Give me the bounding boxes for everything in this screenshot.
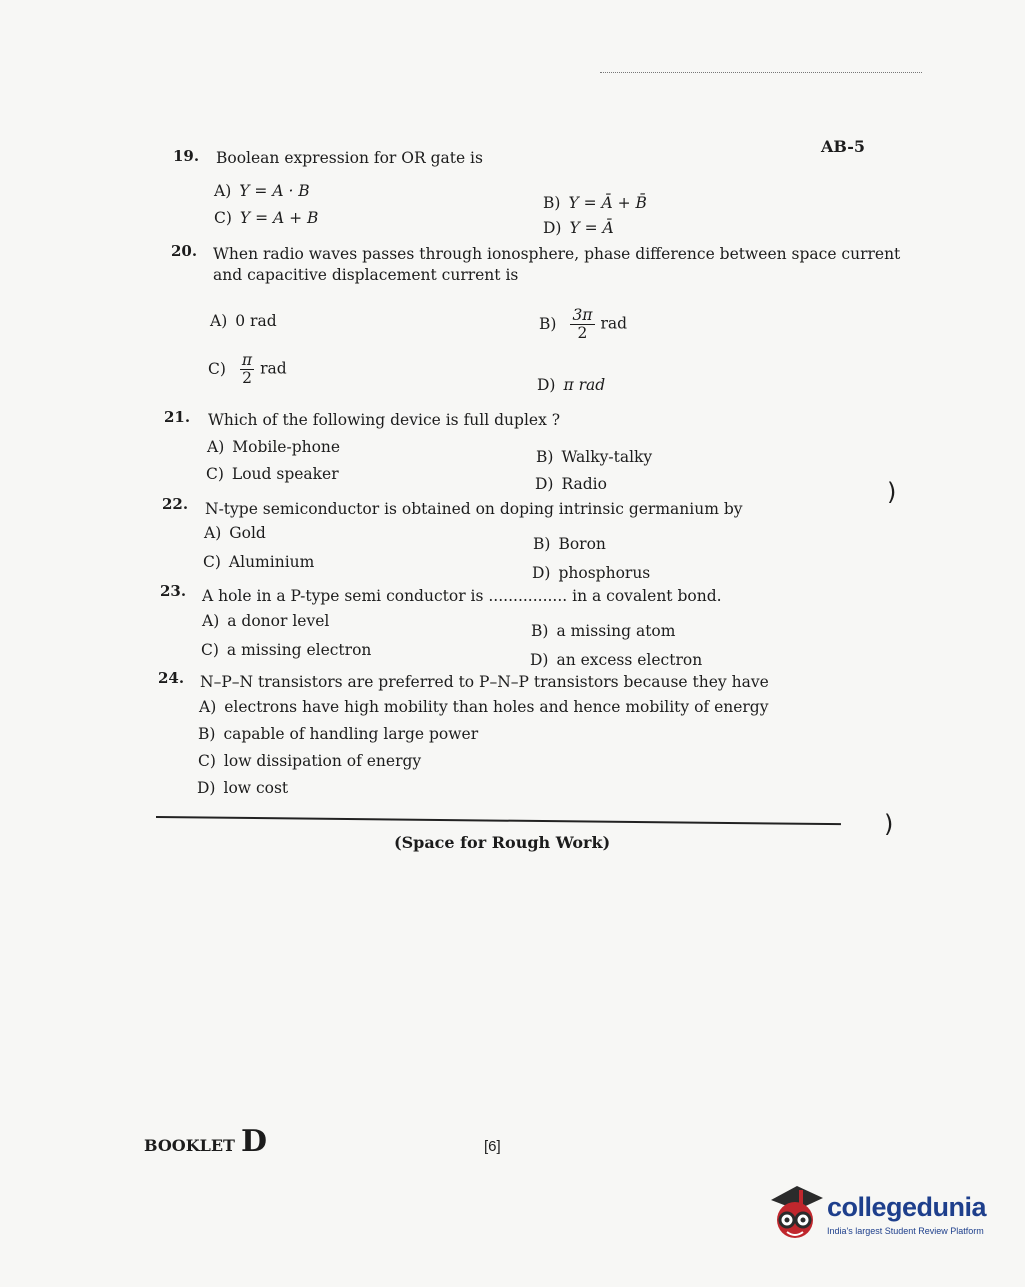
question-text: Boolean expression for OR gate is: [216, 149, 483, 167]
question-number: 19.: [173, 147, 200, 165]
option-b: B) a missing atom: [531, 622, 676, 640]
option-c: C) Aluminium: [203, 553, 315, 571]
option-b: B) Walky-talky: [536, 448, 653, 466]
question-number: 20.: [171, 242, 198, 260]
option-b: B) $\frac{3\pi}{2}$ rad: [539, 306, 628, 343]
booklet-label: BOOKLET D: [144, 1124, 267, 1159]
question-number: 23.: [160, 582, 187, 600]
option-c: C) low dissipation of energy: [198, 752, 422, 770]
logo-tagline: India's largest Student Review Platform: [827, 1226, 984, 1236]
collegedunia-watermark: [765, 1182, 995, 1252]
page-number: [6]: [484, 1138, 501, 1155]
option-c: C) Loud speaker: [206, 465, 339, 483]
option-a: A) Mobile-phone: [207, 438, 341, 456]
option-d: D) low cost: [197, 779, 289, 797]
fraction: $\frac{\pi}{2}$: [241, 351, 253, 388]
fraction: $\frac{3\pi}{2}$: [572, 306, 593, 343]
option-a: A) Y = A · B: [214, 182, 310, 200]
mascot-icon: [765, 1182, 825, 1246]
paper-code: AB-5: [821, 137, 866, 156]
option-a: A) a donor level: [202, 612, 330, 630]
option-d: D) Radio: [535, 475, 607, 493]
option-b: B) Y = Ā + B̄: [543, 194, 647, 212]
option-a: A) electrons have high mobility than holes and hence mobility of energy: [199, 698, 769, 716]
option-b: B) capable of handling large power: [198, 725, 479, 743]
margin-tick-mark: ): [887, 478, 897, 506]
margin-tick-mark: ): [884, 810, 894, 838]
option-b: B) Boron: [533, 535, 606, 553]
option-a: A) Gold: [204, 524, 266, 542]
option-c: C) a missing electron: [201, 641, 372, 659]
option-c: C) Y = A + B: [214, 209, 319, 227]
question-text: When radio waves passes through ionosphere, phase difference between space current and capacitive displacement current is: [213, 245, 901, 284]
option-d: D) an excess electron: [530, 651, 703, 669]
option-a: A) 0 rad: [210, 312, 277, 330]
option-d: D) phosphorus: [532, 564, 651, 582]
question-text: Which of the following device is full duplex ?: [208, 411, 561, 429]
rough-work-label: (Space for Rough Work): [394, 833, 611, 852]
question-text: A hole in a P-type semi conductor is ................ in a covalent bond.: [202, 587, 722, 605]
option-d: D) π rad: [537, 376, 606, 394]
logo-wordmark: collegedunia: [827, 1192, 987, 1222]
question-number: 21.: [164, 408, 191, 426]
scan-artifact-line: [600, 72, 922, 73]
question-text: N-type semiconductor is obtained on doping intrinsic germanium by: [205, 500, 743, 518]
question-text: N–P–N transistors are preferred to P–N–P transistors because they have: [200, 673, 769, 691]
option-c: C) $\frac{\pi}{2}$ rad: [208, 351, 287, 388]
question-number: 24.: [158, 669, 185, 687]
section-divider: [156, 816, 841, 825]
option-d: D) Y = Ā: [543, 219, 614, 237]
question-number: 22.: [162, 495, 189, 513]
